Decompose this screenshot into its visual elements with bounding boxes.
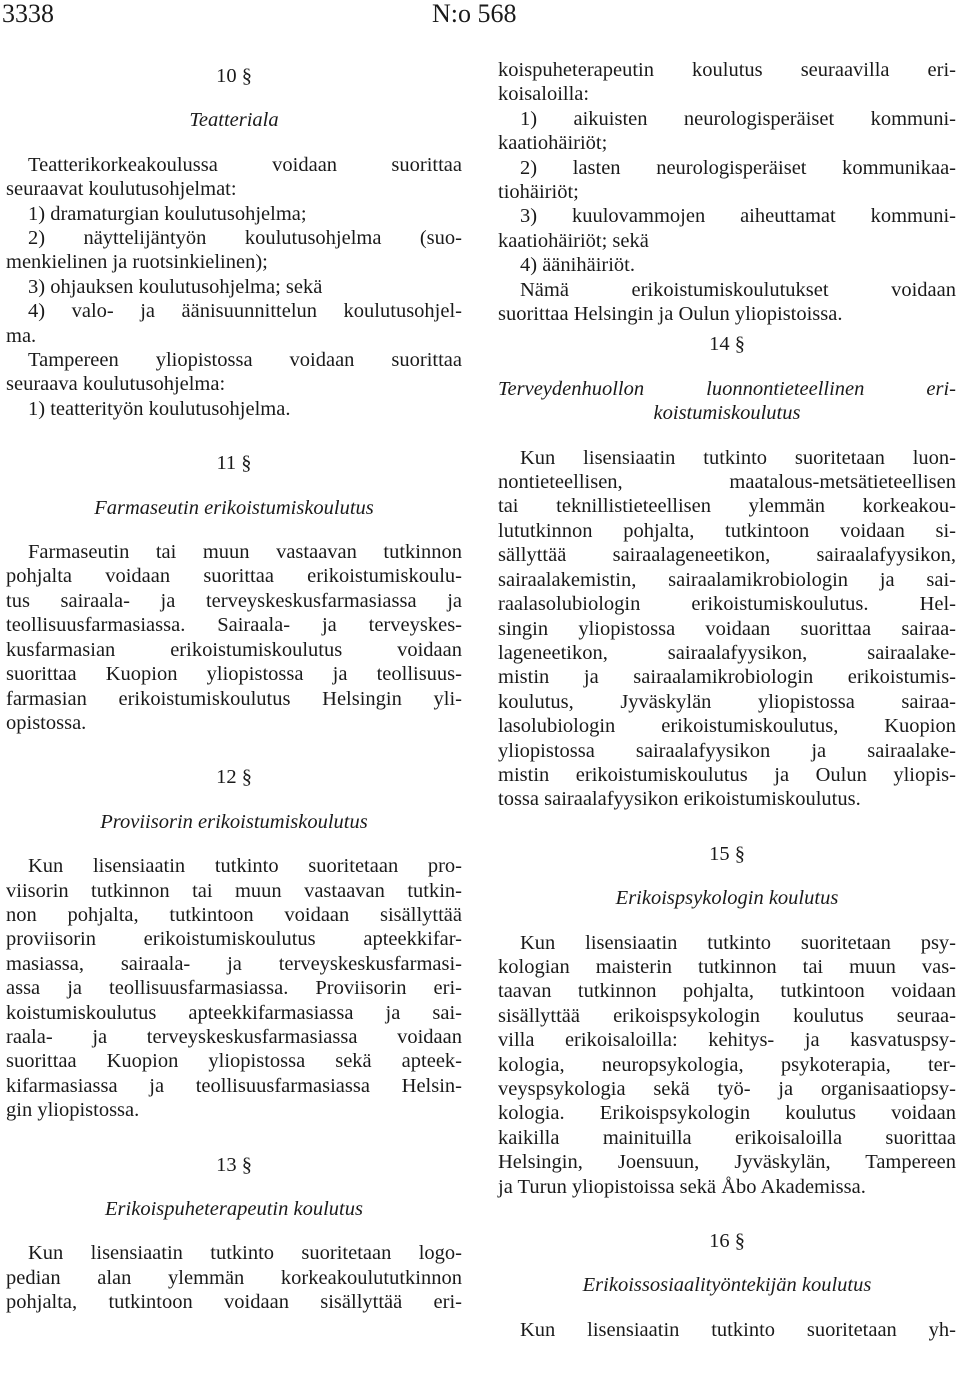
text-line: tiohäiriöt; xyxy=(498,181,579,204)
text-line: sisällyttää erikoispsykologin koulutus seuraa- xyxy=(498,1004,956,1027)
left-column xyxy=(6,58,462,1315)
text-line: taavan tutkinnon pohjalta, tutkintoon voidaan xyxy=(498,980,956,1003)
text-line: mistin ja sairaalamikrobiologin erikoistumis- xyxy=(498,666,956,689)
text-line: Farmaseutin tai muun vastaavan tutkinnon xyxy=(28,541,462,564)
text-line: Teatterikorkeakoulussa voidaan suorittaa xyxy=(28,153,462,176)
section-13-continued xyxy=(498,58,956,326)
text-line: 1) aikuisten neurologisperäiset kommuni- xyxy=(520,107,956,130)
text-line: koispuheterapeutin koulutus seuraavilla eri- xyxy=(498,59,956,81)
issue-number: N:o 568 xyxy=(432,0,517,28)
section-16-number: 16 § xyxy=(709,1230,745,1253)
text-line: seuraavat koulutusohjelmat: xyxy=(6,178,237,201)
text-line: Kun lisensiaatin tutkinto suoritetaan luon- xyxy=(520,446,956,469)
text-line: 2) näyttelijäntyön koulutusohjelma (suo- xyxy=(28,227,462,250)
text-line: lasolubiologin erikoistumiskoulutus, Kuopion xyxy=(498,715,956,738)
text-line: lututkinnon pohjalta, tutkintoon voidaan si- xyxy=(498,519,956,542)
text-line: suorittaa Kuopion yliopistossa sekä apteek- xyxy=(6,1050,462,1073)
text-line: Nämä erikoistumiskoulutukset voidaan xyxy=(520,278,956,301)
text-line: pohjalta, tutkintoon voidaan sisällyttää eri- xyxy=(6,1291,462,1314)
section-14-number: 14 § xyxy=(709,333,745,356)
section-13-number: 13 § xyxy=(216,1153,252,1176)
section-13-title: Erikoispuheterapeutin koulutus xyxy=(105,1197,363,1220)
text-line: 1) teatterityön koulutusohjelma. xyxy=(28,397,291,420)
section-11-body xyxy=(6,540,462,735)
page-number: 3338 xyxy=(2,0,54,28)
text-line: kusfarmasian erikoistumiskoulutus voidaan xyxy=(6,638,462,661)
section-10-title: Teatteriala xyxy=(189,109,279,132)
text-line: kaatiohäiriöt; xyxy=(498,132,608,155)
text-line: tus sairaala- ja terveyskeskusfarmasiassa ja xyxy=(6,589,462,612)
text-line: masiassa, sairaala- ja terveyskeskusfarmasi- xyxy=(6,952,462,975)
text-line: 1) dramaturgian koulutusohjelma; xyxy=(28,202,307,225)
text-line: 3) kuulovammojen aiheuttamat kommuni- xyxy=(520,205,956,228)
text-line: kologia. Erikoispsykologin koulutus voidaan xyxy=(498,1102,956,1125)
text-line: 2) lasten neurologisperäiset kommunikaa- xyxy=(520,156,956,179)
text-line: koisaloilla: xyxy=(498,83,590,106)
text-line: Tampereen yliopistossa voidaan suorittaa xyxy=(28,349,462,372)
text-line: 3) ohjauksen koulutusohjelma; sekä xyxy=(28,275,323,298)
text-line: nontieteellisen, maatalous-metsätieteellisen xyxy=(498,471,956,494)
text-line: yliopistossa sairaalafyysikon ja sairaalake- xyxy=(498,739,956,762)
section-14-title-line2: koistumiskoulutus xyxy=(653,402,801,425)
section-15-body xyxy=(498,931,956,1199)
text-line: farmasian erikoistumiskoulutus Helsingin yli- xyxy=(6,687,462,710)
text-line: lageneetikon, sairaalafyysikon, sairaalake- xyxy=(498,641,956,664)
text-line: pohjalta voidaan suorittaa erikoistumiskoulu- xyxy=(6,565,462,588)
section-11-number: 11 § xyxy=(216,452,252,475)
text-line: kaikilla mainituilla erikoisaloilla suorittaa xyxy=(498,1126,956,1149)
section-10-body xyxy=(6,153,462,421)
section-15-number: 15 § xyxy=(709,842,745,865)
text-line: koulutus, Jyväskylän yliopistossa sairaa- xyxy=(498,690,956,713)
section-12-title: Proviisorin erikoistumiskoulutus xyxy=(100,810,368,833)
text-line: ma. xyxy=(6,324,37,347)
text-line: 4) valo- ja äänisuunnittelun koulutusohjel- xyxy=(28,300,462,323)
text-line: Kun lisensiaatin tutkinto suoritetaan pro- xyxy=(28,855,462,878)
text-line: pedian alan ylemmän korkeakoulututkinnon xyxy=(6,1266,462,1289)
text-line: Kun lisensiaatin tutkinto suoritetaan logo- xyxy=(28,1242,462,1265)
text-line: viisorin tutkinnon tai muun vastaavan tutkin- xyxy=(6,879,462,902)
section-14-title-line1: Terveydenhuollon luonnontieteellinen eri- xyxy=(498,377,956,400)
text-line: kologian maisterin tutkinnon tai muun vas- xyxy=(498,955,956,978)
section-12-body xyxy=(6,854,462,1122)
text-line: singin yliopistossa voidaan suorittaa sairaa- xyxy=(498,617,956,640)
text-line: tai teknillistieteellisen ylemmän korkeakou- xyxy=(498,495,956,518)
text-line: sällyttää sairaalageneetikon, sairaalafyysikon, xyxy=(498,544,956,567)
section-16-title: Erikoissosiaalityöntekijän koulutus xyxy=(582,1274,872,1297)
text-line: opistossa. xyxy=(6,711,87,734)
text-line: veyspsykologia sekä työ- ja organisaatiopsy- xyxy=(498,1078,956,1100)
text-line: kologia, neuropsykologia, psykoterapia, ter- xyxy=(498,1053,956,1076)
text-line: seuraava koulutusohjelma: xyxy=(6,373,226,396)
text-line: suorittaa Helsingin ja Oulun yliopistoissa. xyxy=(498,303,843,326)
text-line: raalasolubiologin erikoistumiskoulutus. Hel- xyxy=(498,593,956,616)
text-line: 4) äänihäiriöt. xyxy=(520,254,635,277)
text-line: gin yliopistossa. xyxy=(6,1099,140,1122)
section-11-title: Farmaseutin erikoistumiskoulutus xyxy=(94,496,374,519)
section-10-number: 10 § xyxy=(216,65,252,87)
text-line: teollisuusfarmasiassa. Sairaala- ja terveyskes- xyxy=(6,614,462,637)
section-13-body xyxy=(6,1241,462,1314)
text-line: koistumiskoulutus apteekkifarmasiassa ja sai- xyxy=(6,1001,462,1024)
section-15-title: Erikoispsykologin koulutus xyxy=(615,887,839,910)
section-14-body xyxy=(498,446,956,812)
text-line: Helsingin, Joensuun, Jyväskylän, Tampereen xyxy=(498,1151,956,1174)
text-line: mistin erikoistumiskoulutus ja Oulun yliopis- xyxy=(498,763,956,786)
right-column xyxy=(498,58,956,1342)
text-line: tossa sairaalafyysikon erikoistumiskoulutus. xyxy=(498,788,861,811)
text-line: menkielinen ja ruotsinkielinen); xyxy=(6,251,268,274)
section-12-number: 12 § xyxy=(216,766,252,789)
section-16-body xyxy=(498,1318,956,1342)
text-line: kaatiohäiriöt; sekä xyxy=(498,229,649,252)
text-line: suorittaa Kuopion yliopistossa ja teollisuus- xyxy=(6,663,462,686)
text-line: villa erikoisaloilla: kehitys- ja kasvatuspsy- xyxy=(498,1029,956,1052)
text-line: sairaalakemistin, sairaalamikrobiologin ja sai- xyxy=(498,568,956,591)
text-line: proviisorin erikoistumiskoulutus apteekkifar- xyxy=(6,928,462,951)
text-line: Kun lisensiaatin tutkinto suoritetaan yh- xyxy=(520,1318,956,1341)
text-line: ja Turun yliopistoissa sekä Åbo Akademissa. xyxy=(498,1175,866,1198)
text-line: Kun lisensiaatin tutkinto suoritetaan psy- xyxy=(520,931,956,954)
text-line: raala- ja terveyskeskusfarmasiassa voidaan xyxy=(6,1025,462,1048)
text-line: kifarmasiassa ja teollisuusfarmasiassa Helsin- xyxy=(6,1074,462,1097)
text-line: assa ja teollisuusfarmasiassa. Proviisorin eri- xyxy=(6,977,462,1000)
text-line: non pohjalta, tutkintoon voidaan sisällyttää xyxy=(6,903,462,926)
